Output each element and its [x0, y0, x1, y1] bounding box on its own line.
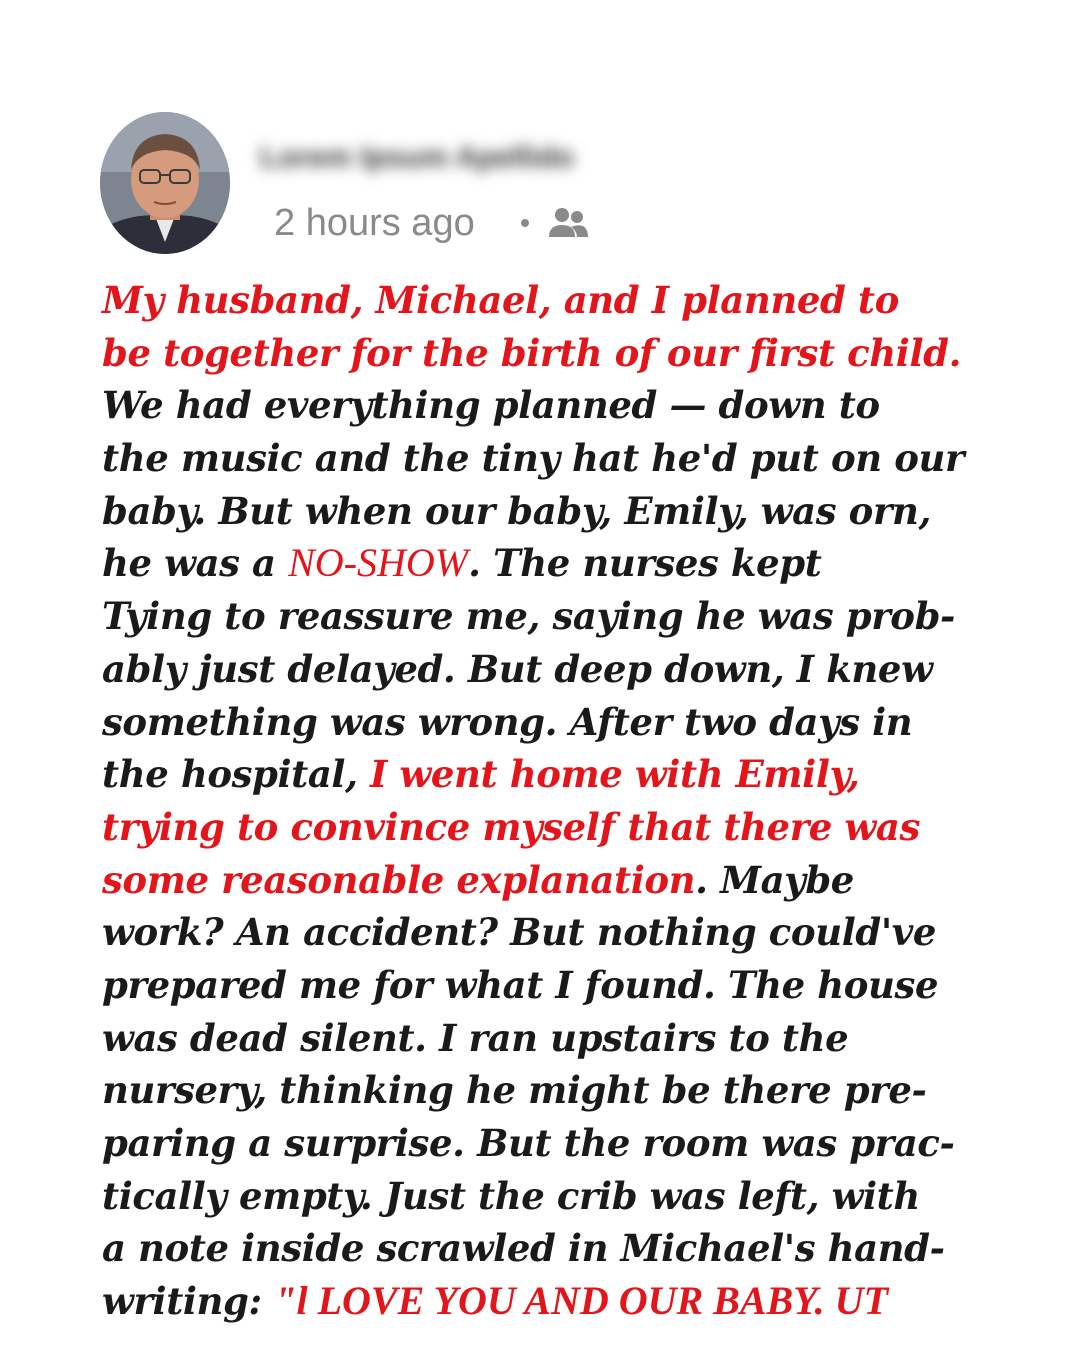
- body-line: nursery, thinking he might be there pre-: [102, 1068, 927, 1113]
- body-line: [102, 1275, 982, 1328]
- post-timestamp[interactable]: 2 hours ago: [274, 201, 475, 244]
- body-line: We had everything planned — down to: [102, 383, 880, 428]
- body-line: a note inside scrawled in Michael's hand-: [102, 1226, 945, 1271]
- body-line: the music and the tiny hat he'd put on our: [102, 436, 965, 481]
- highlight-quote: "l LOVE YOU AND OUR BABY. UT: [274, 1278, 888, 1324]
- body-text: . The nurses kept: [468, 541, 822, 586]
- body-line: [102, 748, 982, 801]
- separator-dot: [521, 219, 529, 227]
- body-line: trying to convince myself that there was: [102, 804, 920, 849]
- author-avatar[interactable]: [100, 112, 230, 254]
- body-line: paring a surprise. But the room was prac-: [102, 1121, 955, 1165]
- body-line: prepared me for what I found. The house: [102, 962, 939, 1007]
- body-line: something was wrong. After two days in: [102, 699, 913, 744]
- body-line: work? An accident? But nothing could've: [102, 910, 936, 955]
- body-line: My husband, Michael, and I planned to: [102, 278, 899, 322]
- body-text: the hospital,: [102, 752, 371, 797]
- body-line: be together for the birth of our first child.: [102, 330, 962, 375]
- body-text: . Maybe: [695, 857, 854, 902]
- post-meta: [274, 198, 589, 248]
- body-line: ably just delayed. But deep down, I knew: [102, 646, 933, 691]
- highlight-text: I went home with Emily,: [370, 752, 860, 797]
- body-line: [102, 854, 982, 907]
- friends-icon[interactable]: [547, 205, 589, 241]
- body-text: writing:: [102, 1279, 275, 1324]
- body-line: [102, 537, 982, 590]
- highlight-text: some reasonable explanation: [102, 857, 696, 902]
- body-line: baby. But when our baby, Emily, was orn,: [102, 488, 932, 533]
- body-text: he was a: [102, 541, 289, 586]
- post-header: [100, 112, 980, 262]
- body-line: Tying to reassure me, saying he was prob-: [102, 594, 956, 639]
- post-body-text: [102, 274, 982, 1328]
- author-name[interactable]: Lorem Ipsum Apellido: [260, 141, 574, 174]
- profile-photo: [100, 112, 230, 254]
- body-line: tically empty. Just the crib was left, with: [102, 1173, 920, 1218]
- highlight-no-show: NO-SHOW: [288, 540, 469, 586]
- body-line: was dead silent. I ran upstairs to the: [102, 1015, 849, 1060]
